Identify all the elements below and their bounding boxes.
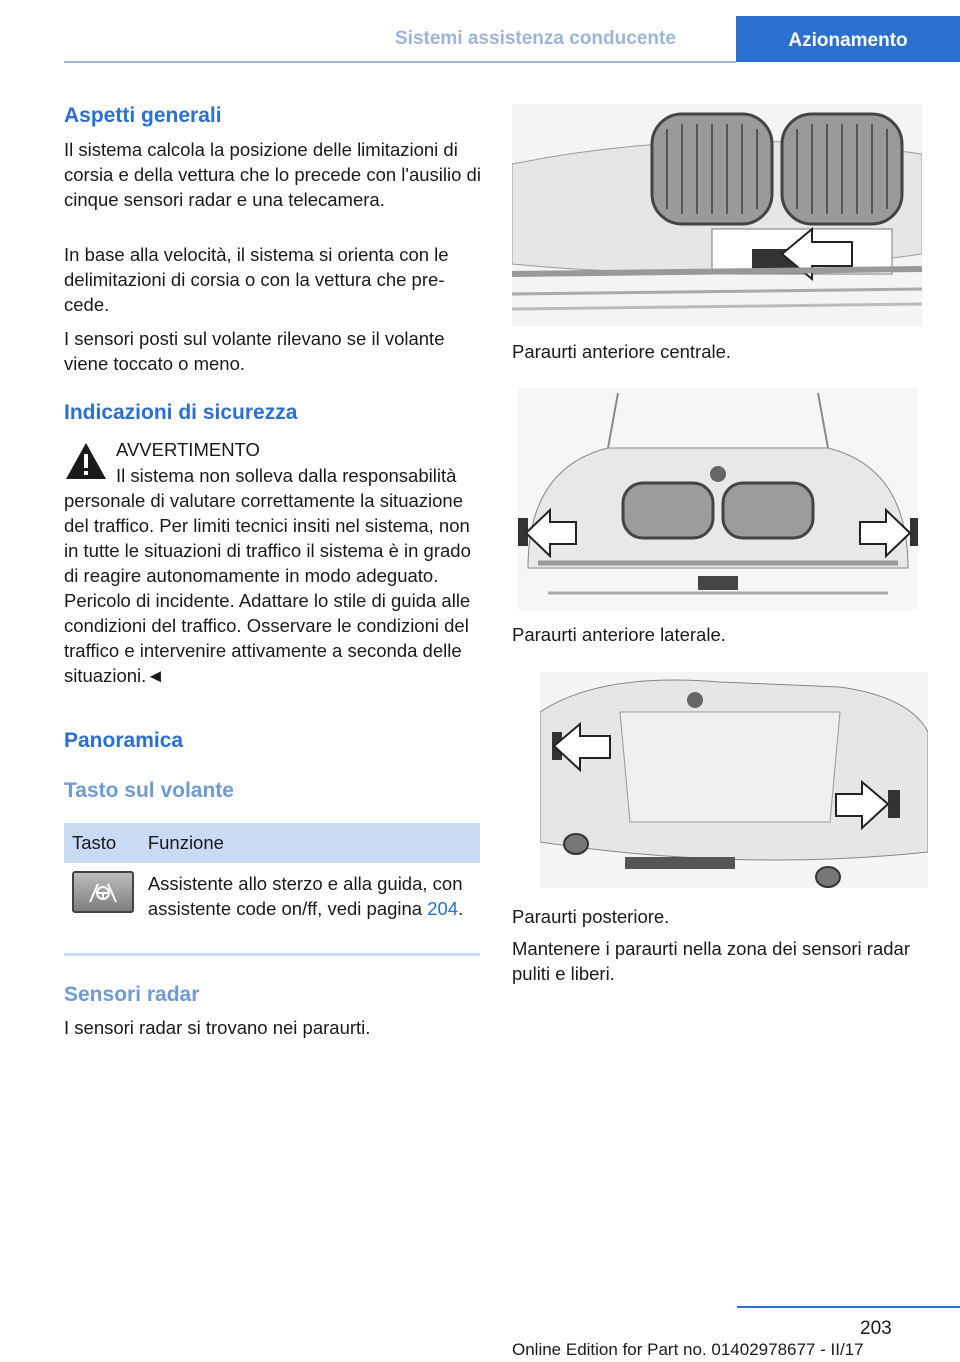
front-center-bumper-illustration	[512, 104, 922, 326]
general-paragraph-3: I sensori posti sul volante rilevano se il volante viene toccato o meno.	[64, 328, 445, 374]
header-divider	[64, 61, 736, 63]
overview-title: Panoramica	[64, 729, 184, 752]
warning-text: personale di valutare correttamente la situazione del traffico. Per limiti tecnici insiti nel sistema, non in tutte le situazioni di traffico il sistema è in grado di reagire autonomamente in modo adeguato. Pericolo di incidente. Adattare lo stile di guida alle condizioni del traffico. Osservare le condizioni del traffico e intervenire attivamente a seconda delle situazioni.◄	[64, 490, 471, 686]
warning-triangle-icon	[64, 441, 108, 486]
warning-label: AVVERTIMENTO	[116, 439, 260, 460]
caption-front-side: Paraurti anteriore laterale.	[512, 624, 726, 645]
edition-line: Online Edition for Part no. 01402978677 - II/17	[512, 1340, 864, 1359]
footer-divider	[737, 1306, 960, 1308]
button-function-table	[64, 823, 480, 921]
radar-title: Sensori radar	[64, 983, 200, 1006]
running-header-chapter: Azionamento	[736, 16, 960, 62]
caption-front-center: Paraurti anteriore centrale.	[512, 341, 732, 362]
sensor-cleaning-note: Mantenere i paraurti nella zona dei sensori radar puliti e liberi.	[512, 938, 910, 984]
radar-text: I sensori radar si trovano nei paraurti.	[64, 1017, 371, 1038]
front-side-bumper-illustration	[518, 388, 918, 610]
table-cell-function: Assistente allo sterzo e alla guida, con assistente code on/ff, vedi pagina 204.	[147, 873, 464, 919]
table-row	[64, 863, 480, 921]
rear-bumper-illustration	[540, 672, 928, 888]
warning-text-first-line: Il sistema non solleva dalla responsabilità	[116, 465, 457, 486]
general-title: Aspetti generali	[64, 104, 222, 127]
page-reference-link[interactable]: 204	[427, 898, 459, 919]
table-header-key: Tasto	[64, 823, 140, 863]
steering-assist-button-icon	[72, 871, 134, 913]
table-header-function: Funzione	[140, 823, 480, 863]
general-paragraph-1: Il sistema calcola la posizione delle limitazioni di corsia e della vettura che lo precede con l'ausilio di cinque sensori radar e una telecamera.	[64, 139, 481, 210]
table-bottom-rule	[64, 953, 480, 956]
safety-title: Indicazioni di sicurezza	[64, 401, 298, 424]
steering-button-title: Tasto sul volante	[64, 779, 234, 802]
general-paragraph-2: In base alla velocità, il sistema si orienta con le delimitazioni di corsia o con la vettura che precede.	[64, 244, 449, 315]
running-header-section: Sistemi assistenza conducente	[395, 28, 676, 49]
page-number: 203	[860, 1318, 892, 1339]
caption-rear: Paraurti posteriore.	[512, 906, 670, 927]
